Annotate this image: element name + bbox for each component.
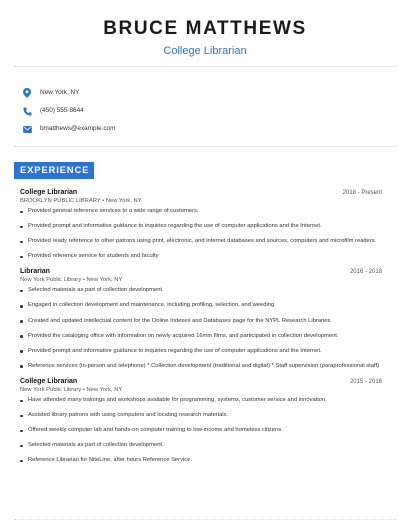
email-icon bbox=[22, 124, 32, 134]
location-pin-icon bbox=[22, 88, 32, 98]
experience-list bbox=[20, 189, 382, 472]
header-divider bbox=[14, 66, 396, 67]
resume-header bbox=[0, 0, 410, 58]
job-bullets bbox=[20, 397, 382, 465]
job-entry bbox=[20, 378, 382, 465]
bullet-item: Provided ready reference to other patrons using print, electronic, and internet databases and sources, computers and microfilm readers. bbox=[20, 238, 382, 246]
job-location: New York, NY bbox=[105, 198, 142, 204]
bullet-item: Assisted library patrons with using computers and locating research materials. bbox=[20, 412, 382, 420]
job-title: Librarian bbox=[20, 268, 50, 276]
bullet-item: Selected materials as part of collection development. bbox=[20, 442, 382, 450]
bullet-item: Engaged in collection development and maintenance, including profiling, selection, and weeding. bbox=[20, 302, 382, 310]
job-employer: New York Public Library • New York, NY bbox=[20, 386, 123, 393]
bullet-item: Provided prompt and informative guidance to inquiries regarding the use of computer applications and the Internet. bbox=[20, 223, 382, 231]
candidate-name: BRUCE MATTHEWS bbox=[103, 18, 307, 39]
job-bullets bbox=[20, 208, 382, 261]
contact-list bbox=[22, 84, 115, 138]
contact-email[interactable] bbox=[22, 120, 115, 138]
job-dates: 2018 - Present bbox=[342, 190, 382, 196]
footer-divider bbox=[14, 519, 396, 520]
bullet-item: Selected materials as part of collection development. bbox=[20, 287, 382, 295]
bullet-item: Provided prompt and informative guidance to inquiries regarding the use of computer applications and the Internet. bbox=[20, 348, 382, 356]
job-title: College Librarian bbox=[20, 377, 78, 385]
contact-location bbox=[22, 84, 115, 102]
phone-icon bbox=[22, 106, 32, 116]
bullet-item: Provided reference service for students and faculty bbox=[20, 253, 382, 261]
job-dates: 2016 - 2018 bbox=[349, 269, 382, 276]
contact-location-text: New York, NY bbox=[40, 89, 80, 96]
bullet-item: Have attended many trainings and workshops available for programming, systems, customer service and innovation. bbox=[20, 397, 382, 405]
contact-email-text[interactable]: bmatthews@example.com bbox=[40, 125, 116, 132]
job-dates: 2015 - 2016 bbox=[349, 378, 382, 385]
job-location: New York, NY bbox=[86, 277, 123, 284]
job-employer: BROOKLYN PUBLIC LIBRARY • New York, NY bbox=[20, 198, 142, 204]
contact-divider bbox=[14, 146, 396, 147]
job-company: BROOKLYN PUBLIC LIBRARY bbox=[20, 198, 101, 204]
bullet-item: Created and updated intellectual content for the Online Indexes and Databases page for the NYPL Research Libraries. bbox=[20, 318, 382, 326]
bullet-item: Provided general reference services to a wide range of customers. bbox=[20, 208, 382, 216]
job-entry bbox=[20, 268, 382, 370]
section-heading-experience: EXPERIENCE bbox=[14, 162, 94, 179]
contact-phone bbox=[22, 102, 115, 120]
bullet-item: Reference Librarian for NiteLine, after hours Reference Service. bbox=[20, 457, 382, 465]
bullet-item: Reference services (in-person and telephone) * Collection development (traditional and digital) * Staff supervision (paraprofessional staff) bbox=[20, 363, 382, 371]
bullet-item: Provided the cataloging office with information on newly acquired 16mm films, and participated in collection development. bbox=[20, 333, 382, 341]
contact-phone-text: (450) 555-8644 bbox=[40, 107, 84, 114]
job-employer: New York Public Library • New York, NY bbox=[20, 277, 123, 284]
job-location: New York, NY bbox=[86, 386, 123, 393]
job-entry bbox=[20, 189, 382, 261]
job-company: New York Public Library bbox=[20, 386, 82, 393]
job-company: New York Public Library bbox=[20, 277, 82, 284]
bullet-item: Offered weekly computer lab and hands-on computer training to low-income and homeless citizens. bbox=[20, 427, 382, 435]
job-bullets bbox=[20, 287, 382, 370]
job-title-heading: College Librarian bbox=[163, 45, 247, 57]
job-title: College Librarian bbox=[20, 189, 78, 196]
